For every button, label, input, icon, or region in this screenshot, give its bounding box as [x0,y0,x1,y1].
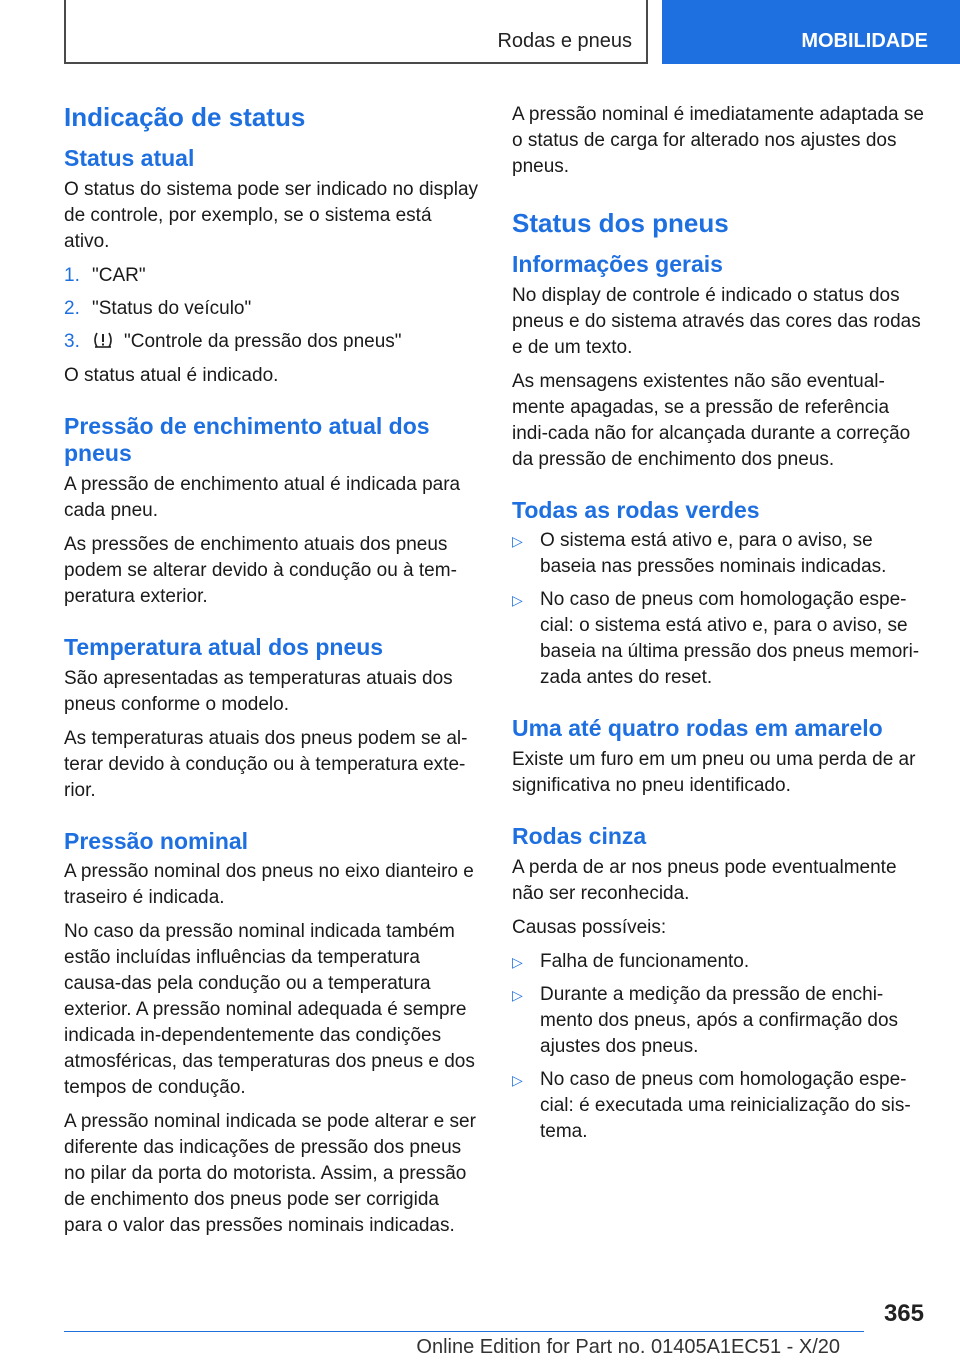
list-item [512,587,928,691]
paragraph: A pressão de enchimento atual é indicada para cada pneu. [64,473,461,521]
paragraph: No caso da pressão nominal indicada também estão incluídas influências da temperatura causa-das pela condução ou a temperatura exterior. A pressão nominal adequada é sempre indicada in-dependentemente das condições atmosféricas, das temperaturas dos pneus e dos tempos de condução. [64,921,475,1099]
bullet-list [512,528,928,691]
step-item [64,329,480,355]
step-item [64,263,480,289]
list-item [512,949,928,975]
bullet-list [512,949,928,1145]
right-column [512,102,928,1153]
triangle-bullet-icon: ▷ [512,953,523,970]
heading-pressao-nominal: Pressão nominal [64,827,249,854]
heading-informacoes-gerais: Informações gerais [512,251,723,278]
heading-temperatura-atual: Temperatura atual dos pneus [64,633,384,660]
list-item-text: Falha de funcionamento. [540,950,750,972]
page-number: 365 [883,1300,924,1327]
step-number: 1. [64,264,80,286]
triangle-bullet-icon: ▷ [512,592,523,609]
step-item [64,296,480,322]
list-item [512,528,928,580]
paragraph: Existe um furo em um pneu ou uma perda de ar significativa no pneu identificado. [512,748,916,796]
paragraph: A perda de ar nos pneus pode eventualmente não ser reconhecida. [512,856,897,904]
footer-edition: Online Edition for Part no. 01405A1EC51 - X/20 [416,1336,840,1358]
list-item-text: O sistema está ativo e, para o aviso, se baseia nas pressões nominais indicadas. [540,530,887,578]
header-chapter-tab[interactable] [662,0,960,64]
paragraph: O status atual é indicado. [64,364,279,386]
list-item [512,1067,928,1145]
tire-pressure-warning-icon [92,331,114,349]
list-item-text: No caso de pneus com homologação espe-cial: é executada uma reinicialização do sis-tema. [540,1068,911,1142]
step-text: "Status do veículo" [92,297,252,319]
triangle-bullet-icon: ▷ [512,533,523,550]
footer-divider [64,1331,864,1332]
paragraph: A pressão nominal é imediatamente adaptada se o status de carga for alterado nos ajustes dos pneus. [512,104,924,177]
header-chapter-label: MOBILIDADE [801,30,928,52]
heading-rodas-amarelo: Uma até quatro rodas em amarelo [512,715,883,742]
list-item [512,982,928,1060]
paragraph: O status do sistema pode ser indicado no display de controle, por exemplo, se o sistema está ativo. [64,178,479,252]
step-text: "CAR" [92,264,146,286]
paragraph: A pressão nominal indicada se pode alterar e ser diferente das indicações de pressão dos pneus no pilar da porta do motorista. Assim, a pressão de enchimento dos pneus pode ser corrigida para o valor das pressões nominais indicadas. [64,1111,476,1237]
step-number: 3. [64,330,80,352]
header-section-title: Rodas e pneus [497,30,632,52]
heading-indicacao-status: Indicação de status [64,102,306,132]
paragraph: As temperaturas atuais dos pneus podem se al-terar devido à condução ou à temperatura exte-rior. [64,727,468,801]
heading-rodas-cinza: Rodas cinza [512,822,647,849]
triangle-bullet-icon: ▷ [512,1071,523,1088]
paragraph: A pressão nominal dos pneus no eixo dianteiro e traseiro é indicada. [64,861,474,909]
heading-pressao-enchimento: Pressão de enchimento atual dos pneus [64,412,430,467]
paragraph: São apresentadas as temperaturas atuais dos pneus conforme o modelo. [64,667,453,715]
step-number: 2. [64,297,80,319]
list-item-text: Durante a medição da pressão de enchi-mento dos pneus, após a confirmação dos ajustes dos pneus. [540,983,899,1057]
step-text: "Controle da pressão dos pneus" [124,330,402,352]
header-box [64,0,648,64]
paragraph: As pressões de enchimento atuais dos pneus podem se alterar devido à condução ou à tem-peratura exterior. [64,533,457,607]
heading-status-atual: Status atual [64,145,195,172]
list-item-text: No caso de pneus com homologação espe-cial: o sistema está ativo e, para o aviso, se baseia na última pressão dos pneus memori-zada antes do reset. [540,589,920,689]
paragraph: As mensagens existentes não são eventual-mente apagadas, se a pressão de referência indi-cada não for alcançada durante a correção da pressão de enchimento dos pneus. [512,370,911,470]
paragraph: No display de controle é indicado o status dos pneus e do sistema através das cores das rodas e de um texto. [512,284,921,358]
heading-rodas-verdes: Todas as rodas verdes [512,496,760,523]
heading-status-pneus: Status dos pneus [512,208,729,238]
paragraph: Causas possíveis: [512,916,667,938]
left-column [64,102,480,1247]
triangle-bullet-icon: ▷ [512,986,523,1003]
steps-list [64,263,480,355]
